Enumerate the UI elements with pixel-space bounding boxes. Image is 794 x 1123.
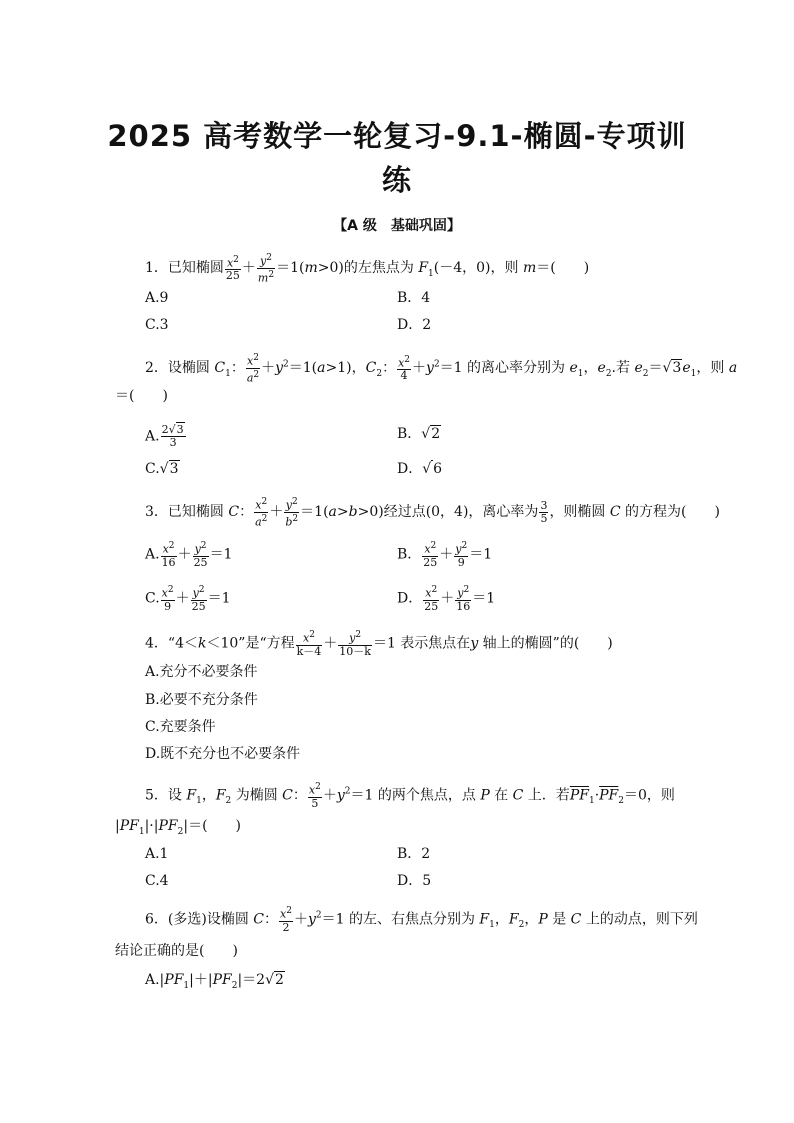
q4-option-d: D.既不充分也不必要条件 [145,746,301,762]
fraction: $\frac{y^2}{m^2}$ [257,253,275,285]
q5-option-a: A.1 [145,846,169,862]
q3-option-a: A. $\frac{x^2}{16}$ ＋ $\frac{y^2}{25}$ ＝1 [145,541,233,569]
q3-option-c: C. $\frac{x^2}{9}$ ＋ $\frac{y^2}{25}$ ＝1 [145,585,231,613]
q2-option-b: B．√2 [397,426,441,442]
q6-continuation: 结论正确的是( ) [115,943,238,959]
q1-option-d: D．2 [397,317,432,333]
document-title-line1: 2025 高考数学一轮复习-9.1-椭圆-专项训 [107,119,687,153]
q5-option-b: B．2 [397,846,431,862]
q1-option-c: C.3 [145,317,169,333]
q3-option-b: B． $\frac{x^2}{25}$ ＋ $\frac{y^2}{9}$ ＝1 [397,541,493,569]
question-2: 2．设椭圆 $C_1$： $\frac{x^2}{a^2}$ $+y^2=1(a>1)$，$C_2$： $\frac{x^2}{4}$ $+y^2=1$ 的离心率分别为 $e_1$，$e_2$.若 $e_2=√3e_1$，则 a [145,353,738,385]
q4-option-a: A.充分不必要条件 [145,664,258,680]
q1-option-b: B．4 [397,290,431,306]
q1-text: 1．已知椭圆 [145,260,224,277]
document-title-line2: 练 [381,163,412,197]
question-5: 5．设 $F_1$，$F_2$ 为椭圆 C： $\frac{x^2}{5}$ $+y^2=1$ 的两个焦点，点 P 在 C 上．若$\overline{PF}_1\cdot\overline{PF}_2=0$，则 [145,782,675,810]
section-heading: 【A 级 基础巩固】 [333,218,461,234]
q2-option-a: A. $\frac{2√3}{3}$ [145,423,184,449]
fraction: $\frac{x^2}{25}$ [225,254,240,283]
q4-option-b: B.必要不充分条件 [145,692,258,708]
q2-continuation: ＝( ) [115,388,168,404]
question-3: 3．已知椭圆 C： $\frac{x^2}{a^2}$ ＋ $\frac{y^2}{b^2}$ ＝1(a>b>0)经过点(0，4)，离心率为 $\frac{3}{5}$ ，则椭圆 C 的方程为( ) [145,497,720,529]
q5-option-c: C.4 [145,873,169,889]
question-4: 4．“4＜k＜10”是“方程 $\frac{x^2}{k-4}$ ＋ $\frac{y^2}{10-k}$ ＝1 表示焦点在y 轴上的椭圆”的( ) [145,630,613,658]
q4-option-c: C.充要条件 [145,719,216,735]
q6-option-a: $A.|PF_1|+|PF_2|=2√2$ [145,972,284,991]
q2-option-d: D．√ 6 [397,461,443,477]
q5-continuation: $|PF_1|\cdot|PF_2|=$( ) [115,818,241,837]
q2-option-c: C.√3 [145,461,179,477]
q3-option-d: D． $\frac{x^2}{25}$ ＋ $\frac{y^2}{16}$ ＝1 [397,585,496,613]
question-6: 6．(多选)设椭圆 C： $\frac{x^2}{2}$ $+y^2=1$ 的左、右焦点分别为 $F_1$，$F_2$，P 是 C 上的动点，则下列 [145,906,698,934]
q5-option-d: D．5 [397,873,432,889]
question-1: 1．已知椭圆 $\frac{x^2}{25}$ ＋ $\frac{y^2}{m^2}$ ＝1(m>0)的左焦点为 $F_1(-4$，0)，则 m＝( ) [145,253,590,285]
q1-option-a: A.9 [145,290,169,306]
